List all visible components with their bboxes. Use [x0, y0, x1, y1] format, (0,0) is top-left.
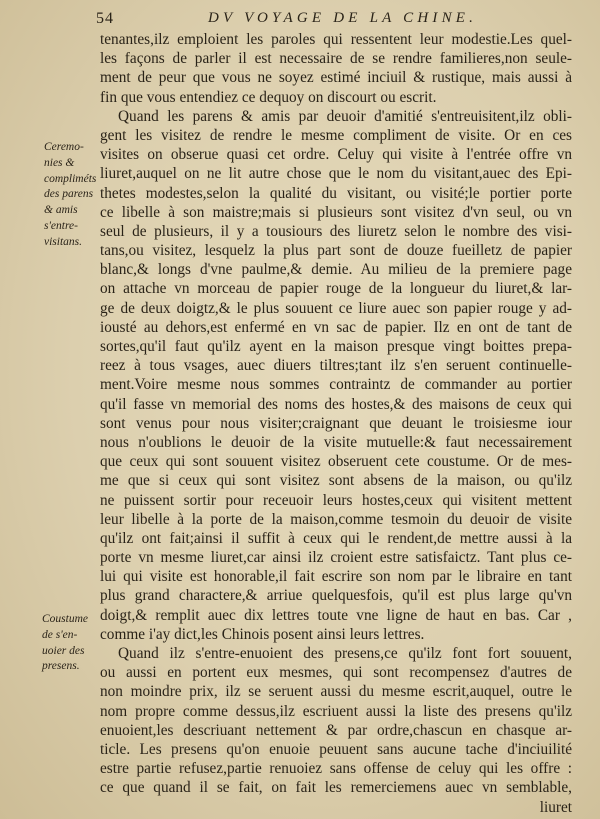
margin-note-line: Ceremo- — [44, 141, 84, 153]
text-line: seul de plusieurs, il y a tousiours des liuretz selon le nombre des visi- — [100, 222, 572, 240]
text-line: ge de deux doigtz,& le plus souuent ce liure auec son papier rouge y ad- — [100, 299, 572, 317]
text-line: sortes,qu'il faut qu'ilz ayent en la maison presque vingt boittes prepa- — [100, 338, 572, 355]
margin-note-line: uoier des — [42, 644, 85, 657]
margin-note-line: des parens — [44, 188, 94, 201]
text-line: on attache vn morceau de papier rouge de la longueur du liuret,& lar- — [100, 280, 572, 298]
margin-note-ceremonies — [44, 140, 108, 251]
margin-note-presents — [42, 612, 106, 675]
page-number: 54 — [96, 10, 114, 27]
text-line: ment de peur que vous ne soyez estimé inciuil & rustique, mais aussi à — [100, 69, 572, 87]
text-line: Quand les parens & amis par deuoir d'amitié s'entreuisitent,ilz obli- — [118, 107, 572, 125]
text-line: tans,ou visitez, lesquelz la plus part sont de douze fueilletz de papier — [100, 242, 572, 260]
text-line: sont venus pour nous visiter;craignant que deuant le troisiesme iour — [100, 414, 572, 432]
text-line: plus grand charactere,& arriue quelquesfois, qu'il est plus large qu'vn — [100, 587, 572, 605]
text-line: thetes modestes,selon la qualité du visitant, ou visité;le portier porte — [100, 184, 572, 202]
text-line: non moindre prix, ilz se seruent aussi du mesme escrit,auquel, outre le — [100, 683, 572, 701]
text-line: liuret,auquel on ne lit autre chose que le nom du visitant,auec des Epi- — [100, 165, 572, 183]
text-line: ment.Voire mesme nous sommes contraintz de commander au portier — [100, 376, 572, 394]
margin-note-line: nies & — [44, 156, 75, 169]
text-line: me que si ceux qui sont visitez sont absens de la maison, ou qu'ilz — [100, 472, 572, 490]
margin-note-line: visitans. — [44, 235, 83, 248]
catchword: liuret — [539, 798, 572, 816]
text-line: ne puissent sortir pour receuoir leurs hostes,ceux qui visitent mettent — [100, 491, 572, 509]
text-line: iousté au dehors,est enfermé en vn sac de papier. Ilz en ont de tant de — [100, 318, 572, 336]
text-line: Quand ilz s'entre-enuoient des presens,ce qu'ilz font fort souuent, — [118, 645, 572, 662]
text-line: qu'ilz ont fait;ainsi il suffit à ceux qui le rendent,de mettre aussi à la — [100, 529, 572, 547]
margin-note-line: presens. — [42, 660, 80, 673]
text-line: ce libelle à son maistre;mais si plusieurs sont visitez d'vn seul, ou vn — [100, 203, 572, 221]
text-line: nom propre comme dessus,ilz escriuent aussi la liste des presens qu'ilz — [100, 702, 572, 720]
text-line: nous n'oublions le deuoir de la visite mutuelle:& faut necessairement — [100, 433, 572, 451]
text-line: estre partie refusez,partie renuoiez sans offense de celuy qui les offre : — [100, 760, 572, 778]
text-line: doigt,& remplit auec dix lettres toute vne ligne de haut en bas. Car , — [100, 606, 572, 624]
text-line: gent les visitez de rendre le mesme compliment de visite. Or en ces — [100, 126, 572, 144]
text-line: tenantes,ilz emploient les paroles qui ressentent leur modestie.Les quel- — [100, 31, 572, 48]
text-line: porte vn mesme liuret,car ainsi ilz croient estre satisfaictz. Tant plus ce- — [100, 549, 572, 567]
text-line: lui qui visite est honorable,il fait escrire son nom par le libraire en tant — [100, 568, 572, 586]
page-header — [96, 8, 576, 32]
text-line: qu'il fasse vn memorial des noms des hostes,& des maisons de ceux qui — [100, 395, 572, 413]
text-line: leur libelle à la porte de la maison,comme tesmoin du deuoir de visite — [100, 510, 572, 528]
text-line: enuoient,les descriuant nettement & par ordre,chascun en chasque ar- — [100, 721, 572, 739]
text-line: fin que vous entendiez ce dequoy on discourt ou escrit. — [100, 88, 437, 106]
margin-note-line: de s'en- — [42, 628, 78, 641]
text-line: comme i'ay dict,les Chinois posent ainsi leurs lettres. — [100, 625, 425, 643]
text-line: reez à tous vsages, auec diuers tiltres;tant ilz s'en seruent continuelle- — [100, 357, 572, 375]
text-line: ticle. Les presens qu'on enuoie peuuent sans aucune tache d'inciuilité — [100, 740, 572, 758]
text-line: visites on obserue quasi cet ordre. Celuy qui visite à l'entrée offre vn — [100, 146, 572, 164]
text-line: blanc,& longs d'vne paulme,& demie. Au milieu de la premiere page — [100, 261, 572, 279]
body-text — [100, 30, 572, 817]
text-line: que ceux qui sont souuent visitez obseruent cete coustume. Or de mes- — [100, 453, 572, 471]
margin-note-line: Coustume — [42, 613, 88, 625]
running-title: DV VOYAGE DE LA CHINE. — [208, 10, 478, 26]
text-line: ou aussi en portent eux mesmes, qui sont recompensez d'autres de — [100, 664, 572, 682]
margin-note-line: & amis — [44, 204, 78, 217]
margin-note-line: s'entre- — [44, 219, 78, 232]
margin-note-line: compliméts — [44, 172, 97, 185]
text-line: les façons de parler il est necessaire de se rendre familieres,non seule- — [100, 50, 572, 68]
text-line: ce que quand il se fait, on fait les remerciemens auec vn semblable, — [100, 779, 572, 797]
